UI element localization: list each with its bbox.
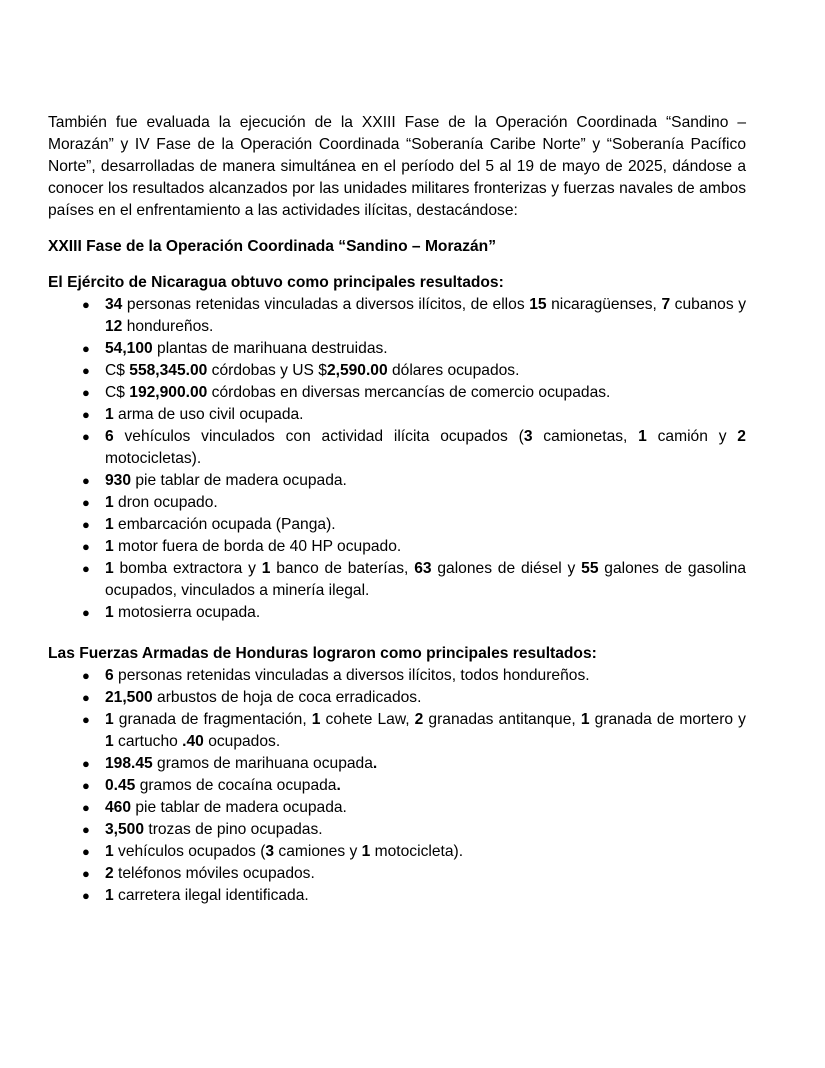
item-text: motocicleta). [370, 843, 464, 860]
item-text: camiones y [274, 843, 362, 860]
bold-text: 1 [105, 406, 114, 423]
document-page [48, 112, 746, 907]
bold-text: 1 [638, 428, 647, 445]
list-item [48, 841, 746, 863]
item-text: cartucho [113, 733, 183, 750]
bold-text: 6 [105, 667, 114, 684]
bold-text: 2 [105, 865, 114, 882]
bullet-icon: ● [82, 407, 90, 422]
item-text: motosierra ocupada. [113, 604, 261, 621]
bold-text: 1 [105, 604, 114, 621]
list-item [48, 775, 746, 797]
bold-text: 34 [105, 296, 123, 313]
item-text: pie tablar de madera ocupada. [131, 472, 347, 489]
bold-text: 198.45 [105, 755, 153, 772]
list-item [48, 797, 746, 819]
list-item [48, 665, 746, 687]
bullet-icon: ● [82, 778, 90, 793]
item-text: C$ [105, 384, 130, 401]
bold-text: 1 [105, 516, 114, 533]
list-item [48, 602, 746, 624]
bold-text: 0.45 [105, 777, 136, 794]
list-item [48, 885, 746, 907]
item-text: arbustos de hoja de coca erradicados. [152, 689, 422, 706]
bullet-icon: ● [82, 756, 90, 771]
list-item [48, 404, 746, 426]
bold-text: 3 [265, 843, 275, 860]
bold-text: 1 [361, 843, 371, 860]
item-text: embarcación ocupada (Panga). [113, 516, 336, 533]
item-text: galones de gasolina ocupados, vinculados a minería ilegal. [105, 560, 746, 599]
list-item [48, 492, 746, 514]
bold-text: 3 [523, 428, 533, 445]
list-item [48, 470, 746, 492]
list-item [48, 514, 746, 536]
bold-text: 1 [105, 560, 114, 577]
item-text: motor fuera de borda de 40 HP ocupado. [113, 538, 402, 555]
bullet-icon: ● [82, 539, 90, 554]
bold-text: 1 [105, 843, 114, 860]
bullet-icon: ● [82, 712, 90, 727]
bullet-icon: ● [82, 800, 90, 815]
nicaragua-heading: El Ejército de Nicaragua obtuvo como principales resultados: [48, 274, 504, 291]
item-text: cubanos y [670, 296, 746, 313]
bullet-icon: ● [82, 844, 90, 859]
bold-text: 3,500 [105, 821, 145, 838]
bold-text: . [372, 755, 378, 772]
item-text: C$ [105, 362, 130, 379]
bold-text: 558,345.00 [129, 362, 208, 379]
item-text: arma de uso civil ocupada. [113, 406, 304, 423]
item-text: camión y [646, 428, 738, 445]
list-item [48, 382, 746, 404]
bold-text: 6 [105, 428, 114, 445]
bold-text: 15 [529, 296, 547, 313]
honduras-heading: Las Fuerzas Armadas de Honduras lograron como principales resultados: [48, 645, 597, 662]
bold-text: . [336, 777, 341, 794]
bold-text: 2,590.00 [326, 362, 388, 379]
bullet-icon: ● [82, 297, 90, 312]
bold-text: 192,900.00 [129, 384, 208, 401]
item-text: vehículos vinculados con actividad ilícita ocupados ( [113, 428, 524, 445]
list-item [48, 819, 746, 841]
item-text: personas retenidas vinculadas a diversos ilícitos, todos hondureños. [113, 667, 590, 684]
list-item [48, 558, 746, 602]
item-text: banco de baterías, [270, 560, 415, 577]
item-text: gramos de cocaína ocupada [135, 777, 337, 794]
list-item [48, 338, 746, 360]
bullet-icon: ● [82, 561, 90, 576]
bold-text: 1 [105, 538, 114, 555]
bullet-icon: ● [82, 363, 90, 378]
item-text: carretera ilegal identificada. [113, 887, 309, 904]
bullet-icon: ● [82, 495, 90, 510]
item-text: granadas antitanque, [423, 711, 581, 728]
bullet-icon: ● [82, 888, 90, 903]
item-text: córdobas y US $ [207, 362, 327, 379]
bullet-icon: ● [82, 605, 90, 620]
item-text: granada de fragmentación, [113, 711, 312, 728]
honduras-results-list [48, 665, 746, 907]
bold-text: 1 [105, 494, 114, 511]
bold-text: 21,500 [105, 689, 153, 706]
item-text: gramos de marihuana ocupada [152, 755, 373, 772]
list-item [48, 753, 746, 775]
bold-text: 1 [261, 560, 271, 577]
intro-paragraph: También fue evaluada la ejecución de la XXIII Fase de la Operación Coordinada “Sandino – Morazán” y IV Fase de la Operación Coordinada “Soberanía Caribe Norte” y “Soberanía Pacífico Norte”, desarrolladas de manera simultánea en el período del 5 al 19 de mayo de 2025, dándose a conocer los resultados alcanzados por las unidades militares fronterizas y fuerzas navales de ambos países en el enfrentamiento a las actividades ilícitas, destacándose: [48, 114, 746, 219]
item-text: plantas de marihuana destruidas. [152, 340, 388, 357]
list-item [48, 426, 746, 470]
nicaragua-results-list [48, 294, 746, 624]
list-item [48, 863, 746, 885]
item-text: teléfonos móviles ocupados. [113, 865, 315, 882]
item-text: trozas de pino ocupadas. [144, 821, 323, 838]
bold-text: 1 [311, 711, 321, 728]
item-text: nicaragüenses, [546, 296, 662, 313]
item-text: ocupados. [203, 733, 281, 750]
item-text: galones de diésel y [431, 560, 582, 577]
bold-text: 460 [105, 799, 132, 816]
item-text: pie tablar de madera ocupada. [131, 799, 347, 816]
bold-text: 1 [580, 711, 590, 728]
bold-text: 1 [105, 733, 114, 750]
section-title: XXIII Fase de la Operación Coordinada “Sandino – Morazán” [48, 238, 496, 255]
bold-text: 63 [414, 560, 432, 577]
bold-text: 1 [105, 711, 114, 728]
bullet-icon: ● [82, 429, 90, 444]
item-text: camionetas, [532, 428, 639, 445]
bullet-icon: ● [82, 822, 90, 837]
list-item [48, 536, 746, 558]
bold-text: 2 [414, 711, 424, 728]
bold-text: 930 [105, 472, 132, 489]
item-text: córdobas en diversas mercancías de comercio ocupadas. [207, 384, 611, 401]
list-item [48, 687, 746, 709]
bold-text: 12 [105, 318, 123, 335]
list-item [48, 709, 746, 753]
item-text: vehículos ocupados ( [113, 843, 266, 860]
bullet-icon: ● [82, 866, 90, 881]
item-text: bomba extractora y [113, 560, 262, 577]
bullet-icon: ● [82, 517, 90, 532]
item-text: dron ocupado. [113, 494, 218, 511]
list-item [48, 294, 746, 338]
item-text: motocicletas). [105, 450, 202, 467]
bold-text: 54,100 [105, 340, 153, 357]
bold-text: 7 [661, 296, 671, 313]
item-text: cohete Law, [320, 711, 415, 728]
bullet-icon: ● [82, 690, 90, 705]
bold-text: 2 [737, 428, 746, 445]
bullet-icon: ● [82, 385, 90, 400]
bullet-icon: ● [82, 341, 90, 356]
bullet-icon: ● [82, 473, 90, 488]
item-text: dólares ocupados. [387, 362, 520, 379]
item-text: hondureños. [122, 318, 214, 335]
list-item [48, 360, 746, 382]
bold-text: 55 [581, 560, 599, 577]
bold-text: .40 [182, 733, 204, 750]
bold-text: 1 [105, 887, 114, 904]
item-text: granada de mortero y [589, 711, 746, 728]
item-text: personas retenidas vinculadas a diversos ilícitos, de ellos [122, 296, 530, 313]
bullet-icon: ● [82, 668, 90, 683]
